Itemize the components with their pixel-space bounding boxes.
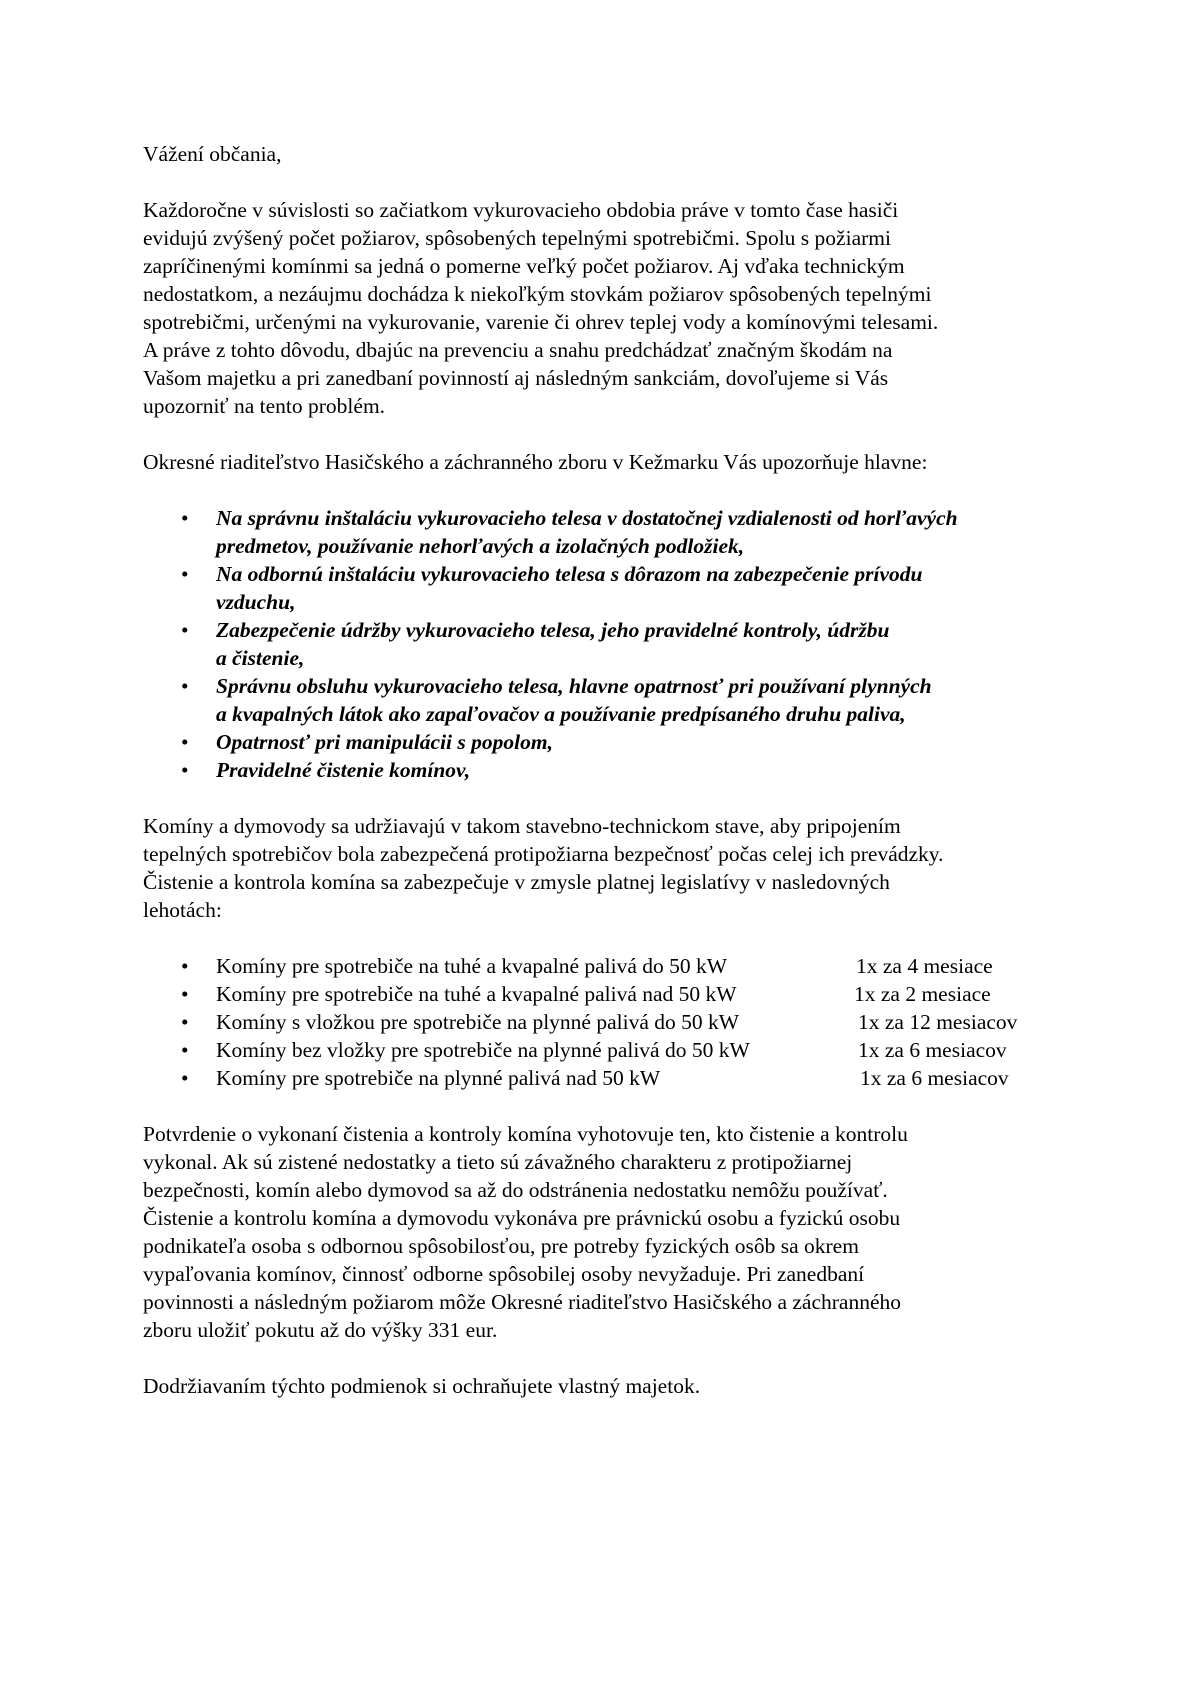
warning-item bbox=[143, 504, 1063, 560]
intro-paragraph bbox=[143, 196, 1063, 420]
warning-line: vzduchu, bbox=[216, 590, 296, 614]
warning-item bbox=[143, 672, 1063, 728]
warning-line: Správnu obsluhu vykurovacieho telesa, hlavne opatrnosť pri používaní plynných bbox=[216, 674, 932, 698]
bullet-icon: • bbox=[181, 730, 189, 754]
confirmation-line: bezpečnosti, komín alebo dymovod sa až do odstránenia nedostatku nemôžu používať. bbox=[143, 1178, 888, 1202]
warning-line: Na správnu inštaláciu vykurovacieho telesa v dostatočnej vzdialenosti od horľavých bbox=[216, 506, 958, 530]
bullet-icon: • bbox=[181, 758, 189, 782]
schedule-item-label: Komíny pre spotrebiče na plynné palivá nad 50 kW bbox=[216, 1066, 661, 1090]
schedule-item-label: Komíny pre spotrebiče na tuhé a kvapalné palivá nad 50 kW bbox=[216, 982, 737, 1006]
closing-sentence: Dodržiavaním týchto podmienok si ochraňujete vlastný majetok. bbox=[143, 1374, 701, 1398]
intro-line: A práve z tohto dôvodu, dbajúc na prevenciu a snahu predchádzať značným škodám na bbox=[143, 338, 893, 362]
confirmation-line: vypaľovania komínov, činnosť odborne spôsobilej osoby nevyžaduje. Pri zanedbaní bbox=[143, 1262, 865, 1286]
schedule-item-label: Komíny bez vložky pre spotrebiče na plynné palivá do 50 kW bbox=[216, 1038, 750, 1062]
intro-line: spotrebičmi, určenými na vykurovanie, varenie či ohrev teplej vody a komínovými telesami. bbox=[143, 310, 939, 334]
warning-line: predmetov, používanie nehorľavých a izolačných podložiek, bbox=[216, 534, 745, 558]
warning-intro: Okresné riaditeľstvo Hasičského a záchranného zboru v Kežmarku Vás upozorňuje hlavne: bbox=[143, 450, 928, 474]
confirmation-line: povinnosti a následným požiarom môže Okresné riaditeľstvo Hasičského a záchranného bbox=[143, 1290, 902, 1314]
warning-line: Zabezpečenie údržby vykurovacieho telesa, jeho pravidelné kontroly, údržbu bbox=[216, 618, 890, 642]
chimney-line: Čistenie a kontrola komína sa zabezpečuje v zmysle platnej legislatívy v nasledovných bbox=[143, 870, 890, 894]
bullet-icon: • bbox=[181, 618, 189, 642]
warning-line: Pravidelné čistenie komínov, bbox=[216, 758, 471, 782]
warning-line: a kvapalných látok ako zapaľovačov a používanie predpísaného druhu paliva, bbox=[216, 702, 906, 726]
intro-line: Vašom majetku a pri zanedbaní povinností aj následným sankciám, dovoľujeme si Vás bbox=[143, 366, 889, 390]
schedule-item bbox=[143, 1036, 1063, 1064]
chimney-line: lehotách: bbox=[143, 898, 222, 922]
intro-line: zapríčinenými komínmi sa jedná o pomerne veľký počet požiarov. Aj vďaka technickým bbox=[143, 254, 905, 278]
confirmation-line: zboru uložiť pokutu až do výšky 331 eur. bbox=[143, 1318, 498, 1342]
warning-line: Na odbornú inštaláciu vykurovacieho telesa s dôrazom na zabezpečenie prívodu bbox=[216, 562, 923, 586]
bullet-icon: • bbox=[181, 1038, 189, 1062]
schedule-item-frequency: 1x za 4 mesiace bbox=[856, 954, 993, 978]
warning-item bbox=[143, 616, 1063, 672]
warning-item bbox=[143, 728, 1063, 756]
schedule-item-frequency: 1x za 6 mesiacov bbox=[858, 1038, 1007, 1062]
bullet-icon: • bbox=[181, 674, 189, 698]
confirmation-line: Potvrdenie o vykonaní čistenia a kontroly komína vyhotovuje ten, kto čistenie a kontrolu bbox=[143, 1122, 908, 1146]
bullet-icon: • bbox=[181, 1010, 189, 1034]
letter-body bbox=[143, 140, 1063, 1400]
bullet-icon: • bbox=[181, 954, 189, 978]
confirmation-line: Čistenie a kontrolu komína a dymovodu vykonáva pre právnickú osobu a fyzickú osobu bbox=[143, 1206, 901, 1230]
intro-line: upozorniť na tento problém. bbox=[143, 394, 386, 418]
greeting: Vážení občania, bbox=[143, 142, 282, 166]
schedule-item bbox=[143, 952, 1063, 980]
chimney-line: Komíny a dymovody sa udržiavajú v takom stavebno-technickom stave, aby pripojením bbox=[143, 814, 901, 838]
cleaning-schedule-list bbox=[143, 952, 1063, 1092]
bullet-icon: • bbox=[181, 506, 189, 530]
bullet-icon: • bbox=[181, 1066, 189, 1090]
intro-line: Každoročne v súvislosti so začiatkom vykurovacieho obdobia práve v tomto čase hasiči bbox=[143, 198, 899, 222]
warning-item bbox=[143, 756, 1063, 784]
schedule-item-frequency: 1x za 12 mesiacov bbox=[858, 1010, 1018, 1034]
schedule-item bbox=[143, 1064, 1063, 1092]
schedule-item-label: Komíny s vložkou pre spotrebiče na plynné palivá do 50 kW bbox=[216, 1010, 740, 1034]
warning-list bbox=[143, 504, 1063, 784]
intro-line: evidujú zvýšený počet požiarov, spôsobených tepelnými spotrebičmi. Spolu s požiarmi bbox=[143, 226, 891, 250]
schedule-item-label: Komíny pre spotrebiče na tuhé a kvapalné palivá do 50 kW bbox=[216, 954, 728, 978]
warning-line: Opatrnosť pri manipulácii s popolom, bbox=[216, 730, 553, 754]
schedule-item-frequency: 1x za 2 mesiace bbox=[854, 982, 991, 1006]
confirmation-line: podnikateľa osoba s odbornou spôsobilosťou, pre potreby fyzických osôb sa okrem bbox=[143, 1234, 859, 1258]
warning-line: a čistenie, bbox=[216, 646, 305, 670]
schedule-item bbox=[143, 980, 1063, 1008]
confirmation-line: vykonal. Ak sú zistené nedostatky a tieto sú závažného charakteru z protipožiarnej bbox=[143, 1150, 853, 1174]
schedule-item bbox=[143, 1008, 1063, 1036]
bullet-icon: • bbox=[181, 562, 189, 586]
confirmation-paragraph bbox=[143, 1120, 1063, 1344]
chimney-paragraph bbox=[143, 812, 1063, 924]
bullet-icon: • bbox=[181, 982, 189, 1006]
intro-line: nedostatkom, a nezáujmu dochádza k niekoľkým stovkám požiarov spôsobených tepelnými bbox=[143, 282, 932, 306]
chimney-line: tepelných spotrebičov bola zabezpečená protipožiarna bezpečnosť počas celej ich prevádzky. bbox=[143, 842, 944, 866]
warning-item bbox=[143, 560, 1063, 616]
schedule-item-frequency: 1x za 6 mesiacov bbox=[860, 1066, 1009, 1090]
